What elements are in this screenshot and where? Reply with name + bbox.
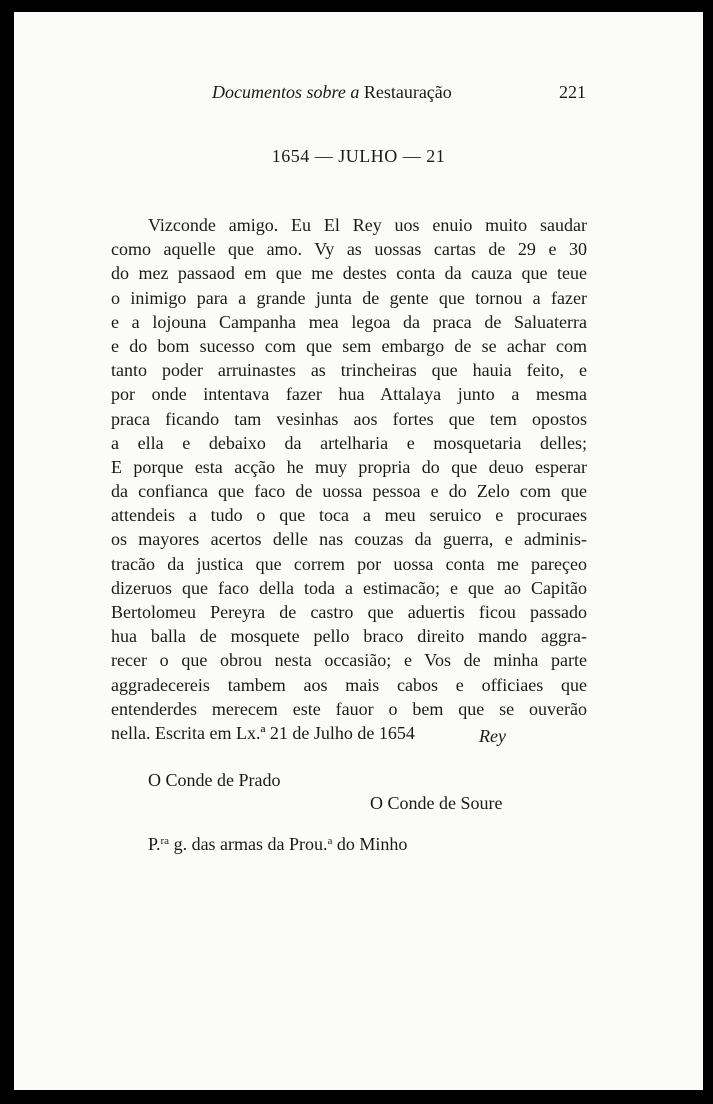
addressee-middle: g. das armas da Prou. — [169, 834, 328, 854]
body-line: nella. Escrita em Lx.ª 21 de Julho de 1654 — [111, 722, 415, 743]
body-line: aggradecereis tambem aos mais cabos e officiaes que — [111, 674, 587, 695]
body-line: como aquelle que amo. Vy as uossas cartas de 29 e 30 — [111, 239, 587, 260]
body-line: dizeruos que faco della toda a estimacão; e que ao Capitão — [111, 577, 587, 598]
addressee-line — [148, 834, 407, 855]
addressee-sup-a: a — [327, 835, 333, 847]
body-line: do mez passaod em que me destes conta da cauza que teue — [111, 263, 587, 284]
body-line: entenderdes merecem este fauor o bem que se ouverão — [111, 698, 587, 719]
body-line: da confianca que faco de uossa pessoa e do Zelo com que — [111, 481, 587, 502]
body-line: Bertolomeu Pereyra de castro que aduertis ficou passado — [111, 602, 587, 622]
page-number: 221 — [559, 82, 586, 102]
letter-body — [111, 213, 587, 745]
document-page — [14, 12, 703, 1090]
body-line: tracão da justica que correm por uossa conta me pareçeo — [111, 553, 587, 574]
running-header — [14, 82, 703, 110]
body-line: praca ficando tam vesinhas aos fortes que tem opostos — [111, 408, 587, 429]
running-title-italic: Documentos sobre a — [212, 82, 360, 102]
body-line: E porque esta acção he muy propria do que deuo esperar — [111, 456, 587, 477]
body-line: tanto poder arruinastes as trincheiras que hauia feito, e — [111, 360, 587, 381]
body-line: hua balla de mosquete pello braco direito mando aggra- — [111, 626, 587, 647]
body-line: o inimigo para a grande junta de gente que tornou a fazer — [111, 287, 587, 308]
body-line: attendeis a tudo o que toca a meu seruico e procuraes — [111, 505, 587, 526]
body-line: e do bom sucesso com que sem embargo de se achar com — [111, 335, 587, 356]
signer-conde-de-prado: O Conde de Prado — [148, 770, 281, 790]
addressee-sup-ra: ra — [160, 835, 170, 847]
royal-signature: Rey — [479, 726, 506, 746]
body-line: recer o que obrou nesta occasião; e Vos de minha parte — [111, 650, 587, 671]
addressee-abbr: P. — [148, 834, 161, 854]
running-title-roman: Restauração — [359, 82, 452, 102]
signer-conde-de-soure: O Conde de Soure — [370, 793, 503, 813]
running-title — [212, 82, 452, 103]
body-line: os mayores acertos delle nas couzas da guerra, e adminis- — [111, 529, 587, 550]
body-line: e a lojouna Campanha mea legoa da praca de Saluaterra — [111, 311, 587, 332]
body-line: a ella e debaixo da artelharia e mosquetaria delles; — [111, 432, 587, 453]
addressee-end: do Minho — [332, 834, 408, 854]
letter-date-heading: 1654 — JULHO — 21 — [271, 146, 446, 166]
body-line: Vizconde amigo. Eu El Rey uos enuio muito saudar — [148, 215, 587, 235]
body-line: por onde intentava fazer hua Attalaya junto a mesma — [111, 384, 587, 405]
